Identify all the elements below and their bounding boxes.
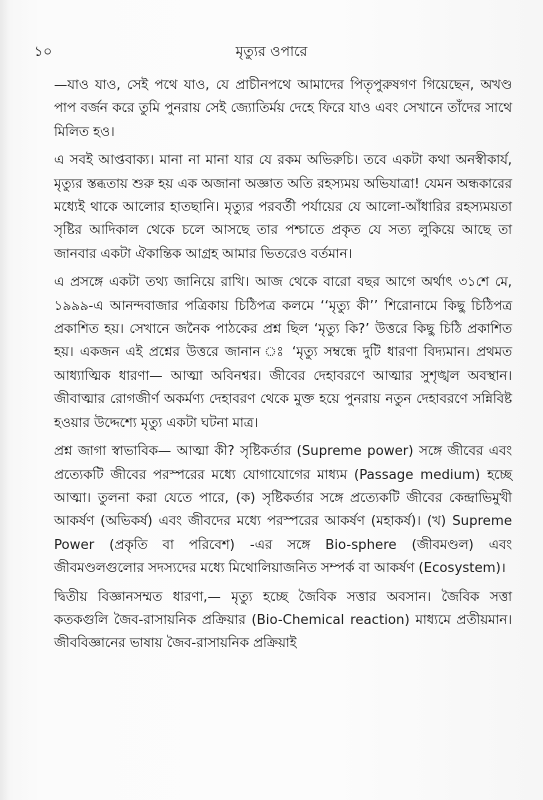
page-number: ১০	[34, 44, 53, 60]
body-text	[54, 74, 512, 661]
paragraph-1: —যাও যাও, সেই পথে যাও, যে প্রাচীনপথে আমাদের পিতৃপুরুষগণ গিয়েছেন, অখণ্ড পাপ বর্জন করে তুমি পুনরায় সেই জ্যোতির্ময় দেহে ফিরে যাও এবং সেখানে তাঁদের সাথে মিলিত হও।	[54, 78, 512, 140]
paragraph-3: এ প্রসঙ্গে একটা তথ্য জানিয়ে রাখি। আজ থেকে বারো বছর আগে অর্থাৎ ৩১শে মে, ১৯৯৯-এ আনন্দবাজার পত্রিকায় চিঠিপত্র কলমে ‘‘মৃত্যু কী’’ শিরোনামে কিছু চিঠিপত্র প্রকাশিত হয়। সেখানে জনৈক পাঠকের প্রশ্ন ছিল ‘মৃত্যু কি?’ উত্তরে কিছু চিঠি প্রকাশিত হয়। একজন এই প্রশ্নের উত্তরে জানান ঃ ‘মৃত্যু সম্বন্ধে দুটি ধারণা বিদ্যমান। প্রথমত আধ্যাত্মিক ধারণা— আত্মা অবিনশ্বর। জীবের দেহাবরণে আত্মার সুশৃঙ্খল অবস্থান। জীবাত্মার রোগজীর্ণ অকর্মণ্য দেহাবরণ থেকে মুক্ত হয়ে পুনরায় নতুন দেহাবরণে সন্নিবিষ্ট হওয়ার উদ্দেশ্যে মৃত্যু একটা ঘটনা মাত্র।	[54, 275, 512, 431]
paragraph-4: প্রশ্ন জাগা স্বাভাবিক— আত্মা কী? সৃষ্টিকর্তার (Supreme power) সঙ্গে জীবের এবং প্রত্যেকটি জীবের পরস্পরের মধ্যে যোগাযোগের মাধ্যম (Passage medium) হচ্ছে আত্মা। তুলনা করা যেতে পারে, (ক) সৃষ্টিকর্তার সঙ্গে প্রত্যেকটি জীবের কেন্দ্রাভিমুখী আকর্ষণ (অভিকর্ষ) এবং জীবদের মধ্যে পরস্পরের আকর্ষণ (মহাকর্ষ)। (খ) Supreme Power (প্রকৃতি বা পরিবেশ) -এর সঙ্গে Bio-sphere (জীবমণ্ডল) এবং জীবমণ্ডলগুলোর সদস্যদের মধ্যে মিথোলিয়াজনিত সম্পর্ক বা আকর্ষণ (Ecosystem)।	[54, 444, 512, 577]
running-title: মৃত্যুর ওপারে	[235, 44, 308, 60]
page-header	[0, 40, 543, 62]
paragraph-2: এ সবই আপ্তবাক্য। মানা না মানা যার যে রকম অভিরুচি। তবে একটা কথা অনস্বীকার্য, মৃত্যুর স্তব্ধতায় শুরু হয় এক অজানা অজ্ঞাত অতি রহস্যময় অভিযাত্রা! যেমন অন্ধকারের মধ্যেই থাকে আলোর হাতছানি। মৃত্যুর পরবর্তী পর্যায়ের যে আলো-আঁধারির রহস্যময়তা সৃষ্টির আদিকাল থেকে চলে আসছে তার পশ্চাতে প্রকৃত যে সত্য লুকিয়ে আছে তা জানবার একটা ঐকান্তিক আগ্রহ আমার ভিতরেও বর্তমান।	[54, 153, 512, 262]
paragraph-5: দ্বিতীয় বিজ্ঞানসম্মত ধারণা,— মৃত্যু হচ্ছে জৈবিক সত্তার অবসান। জৈবিক সত্তা কতকগুলি জৈব-রাসায়নিক প্রক্রিয়ার (Bio-Chemical reaction) মাধ্যমে প্রতীয়মান। জীববিজ্ঞানের ভাষায় জৈব-রাসায়নিক প্রক্রিয়াই	[54, 589, 512, 652]
